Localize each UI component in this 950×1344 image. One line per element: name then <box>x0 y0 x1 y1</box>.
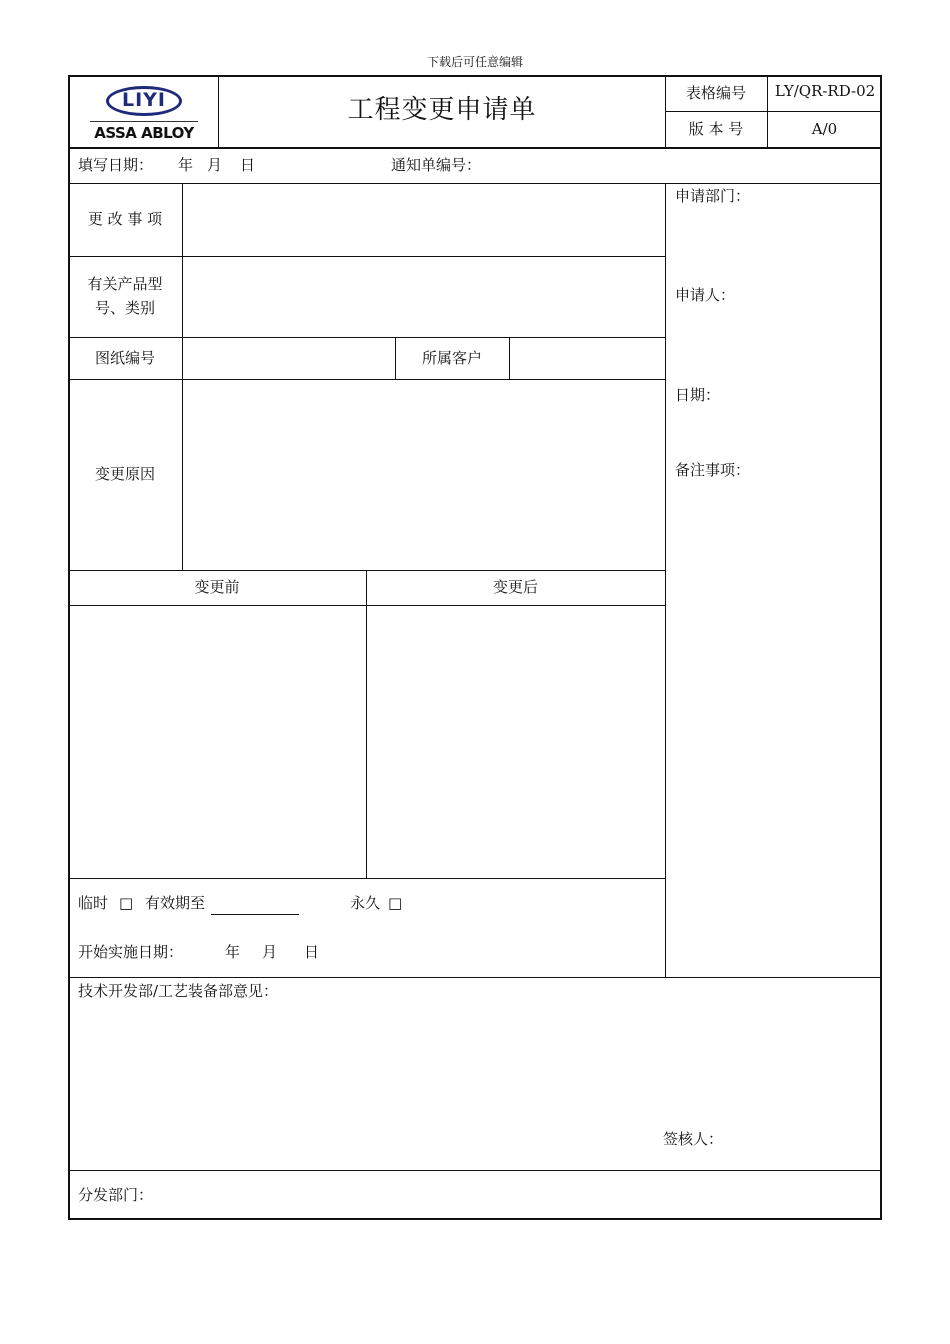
row-line-3 <box>68 379 665 380</box>
fill-date-label: 填写日期： <box>78 156 154 174</box>
assa-abloy-logo: ASSA ABLOY <box>94 124 194 142</box>
row-line-2 <box>68 337 665 338</box>
apply-dept-label: 申请部门： <box>675 187 751 205</box>
version-value: A/0 <box>811 120 838 138</box>
permanent-label: 永久 <box>350 894 381 912</box>
temporary-checkbox[interactable]: □ <box>119 894 134 912</box>
form-title: 工程变更申请单 <box>347 95 537 125</box>
opinion-label: 技术开发部/工艺装备部意见： <box>78 982 279 1000</box>
fill-date-day: 日 <box>240 156 256 174</box>
product-model-label-2: 号、类别 <box>94 299 155 317</box>
customer-label: 所属客户 <box>421 349 482 367</box>
before-label: 变更前 <box>194 578 240 596</box>
header-meta-divider <box>665 111 882 112</box>
start-date-label: 开始实施日期： <box>78 943 184 961</box>
valid-until-field[interactable] <box>211 896 299 915</box>
form-no-label: 表格编号 <box>685 84 746 102</box>
info-row-bottom <box>68 183 882 184</box>
start-date-month: 月 <box>262 943 278 961</box>
signer-label: 签核人： <box>663 1130 724 1148</box>
applicant-label: 申请人： <box>675 286 736 304</box>
liyi-logo: LIYI <box>121 89 166 111</box>
top-note: 下载后可任意编辑 <box>426 55 523 69</box>
reason-label: 变更原因 <box>94 465 155 483</box>
header-bottom-line <box>68 147 882 149</box>
before-after-divider <box>366 570 367 879</box>
apply-date-label: 日期： <box>675 386 721 404</box>
row-line-6 <box>68 878 665 879</box>
version-label: 版 本 号 <box>688 120 744 138</box>
fill-date-year: 年 <box>178 156 194 174</box>
valid-until-label: 有效期至 <box>145 894 206 912</box>
row-line-5 <box>68 605 665 606</box>
notice-no-label: 通知单编号： <box>391 156 482 174</box>
row-line-1 <box>68 256 665 257</box>
drawing-no-label: 图纸编号 <box>94 349 155 367</box>
right-panel-divider <box>665 183 666 978</box>
label-column-divider <box>182 183 183 570</box>
product-model-label-1: 有关产品型 <box>87 275 163 293</box>
row-line-8 <box>68 1170 882 1171</box>
remarks-label: 备注事项： <box>675 461 751 479</box>
start-date-day: 日 <box>304 943 320 961</box>
start-date-year: 年 <box>225 943 241 961</box>
temporary-label: 临时 <box>78 894 109 912</box>
logo-divider <box>90 121 198 122</box>
form-frame <box>68 75 882 1220</box>
fill-date-month: 月 <box>207 156 223 174</box>
form-no-value: LY/QR-RD-02 <box>774 82 876 100</box>
drawing-divider-2 <box>509 337 510 380</box>
change-item-label: 更 改 事 项 <box>87 210 163 228</box>
row-line-7 <box>68 977 882 978</box>
permanent-checkbox[interactable]: □ <box>388 894 403 912</box>
distribution-label: 分发部门： <box>78 1186 154 1204</box>
after-label: 变更后 <box>492 578 538 596</box>
